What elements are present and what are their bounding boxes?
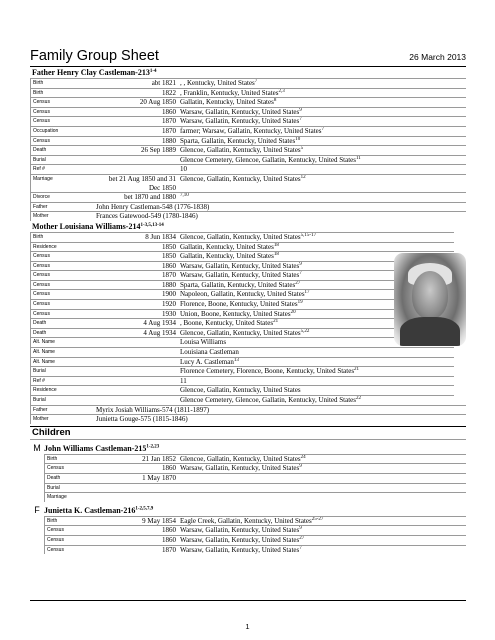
event-sources: 21 bbox=[273, 319, 279, 325]
event-type: Census bbox=[30, 309, 96, 319]
event-type: Alt. Name bbox=[30, 357, 96, 367]
event-place bbox=[180, 492, 466, 502]
footer-rule bbox=[30, 600, 466, 601]
parent-row bbox=[30, 202, 466, 212]
event-sources: 5,15-17 bbox=[300, 232, 317, 238]
event-type: Census bbox=[30, 261, 96, 271]
event-row bbox=[30, 107, 466, 117]
event-type: Census bbox=[30, 280, 96, 290]
parent-type: Mother bbox=[30, 211, 96, 221]
event-sources: 22 bbox=[355, 396, 361, 401]
children-list bbox=[30, 443, 466, 554]
event-sources: 27 bbox=[299, 535, 305, 541]
event-place: , , Kentucky, United States$^7$ bbox=[180, 78, 466, 88]
event-row bbox=[30, 242, 466, 252]
event-row bbox=[30, 164, 466, 174]
mother-sources: 1-3,5,13-14 bbox=[140, 222, 164, 228]
children-heading: Children bbox=[30, 426, 466, 440]
event-place: Glencoe Cemetery, Glencoe, Gallatin, Kentucky, United States$^{22}$ bbox=[180, 395, 454, 405]
event-date: 1860 bbox=[96, 525, 180, 535]
event-type: Alt. Name bbox=[30, 337, 96, 347]
event-place: Louisa Williams bbox=[180, 337, 454, 347]
event-sources: 7,10 bbox=[180, 193, 189, 199]
event-date: 4 Aug 1934 bbox=[96, 328, 180, 338]
event-date: 8 Jun 1834 bbox=[96, 232, 180, 242]
event-row bbox=[30, 136, 466, 146]
event-sources: 5 bbox=[300, 146, 304, 152]
event-row bbox=[30, 174, 466, 192]
event-sources: 9 bbox=[299, 107, 302, 113]
event-type: Census bbox=[30, 270, 96, 280]
event-place: Napoleon, Gallatin, Kentucky, United States$^{17}$ bbox=[180, 289, 454, 299]
event-row bbox=[30, 483, 466, 493]
event-date: 1880 bbox=[96, 136, 180, 146]
parent-row bbox=[30, 405, 466, 415]
event-row bbox=[30, 126, 466, 136]
event-place: Warsaw, Gallatin, Kentucky, United States$^9$ bbox=[180, 463, 466, 473]
event-row bbox=[30, 535, 466, 545]
event-date: 1860 bbox=[96, 261, 180, 271]
event-row bbox=[30, 232, 466, 242]
portrait-body bbox=[400, 317, 460, 346]
event-type: Death bbox=[30, 328, 96, 338]
event-sources: 18 bbox=[273, 242, 279, 248]
event-type: Birth bbox=[44, 516, 96, 526]
event-row bbox=[30, 385, 466, 395]
page-title: Family Group Sheet bbox=[30, 48, 159, 64]
event-place: , Franklin, Kentucky, United States$^{2,3}$ bbox=[180, 88, 466, 98]
event-date: 1860 bbox=[96, 463, 180, 473]
report-date: 26 March 2013 bbox=[409, 52, 466, 62]
page-header bbox=[30, 46, 466, 64]
event-type: Ref # bbox=[30, 164, 96, 174]
event-date bbox=[96, 376, 180, 386]
event-date bbox=[96, 385, 180, 395]
father-sources: 1-4 bbox=[149, 69, 157, 74]
event-type: Census bbox=[30, 289, 96, 299]
event-date: 1860 bbox=[96, 107, 180, 117]
event-place: Glencoe, Gallatin, Kentucky, United States$^5$ bbox=[180, 145, 466, 155]
father-heading bbox=[30, 67, 466, 78]
event-date bbox=[96, 483, 180, 493]
event-sources: 7 bbox=[299, 271, 302, 277]
event-row bbox=[30, 525, 466, 535]
event-date bbox=[96, 164, 180, 174]
event-date bbox=[96, 357, 180, 367]
event-sources: 18 bbox=[273, 252, 279, 258]
event-date: 1822 bbox=[96, 88, 180, 98]
event-type: Census bbox=[30, 107, 96, 117]
event-date: 1850 bbox=[96, 242, 180, 252]
event-place: Warsaw, Gallatin, Kentucky, United States$^9$ bbox=[180, 107, 466, 117]
event-type: Burial bbox=[44, 483, 96, 493]
child-sex: M bbox=[33, 443, 41, 454]
event-date: 1900 bbox=[96, 289, 180, 299]
event-place: 10 bbox=[180, 164, 466, 174]
event-row bbox=[30, 347, 466, 357]
event-sources: 7 bbox=[254, 79, 258, 84]
event-row bbox=[30, 366, 466, 376]
event-date: 20 Aug 1850 bbox=[96, 97, 180, 107]
event-type: Death bbox=[30, 318, 96, 328]
child-sources: 1-2,5,7,9 bbox=[135, 506, 154, 512]
event-place: Warsaw, Gallatin, Kentucky, United States$^7$ bbox=[180, 116, 466, 126]
event-sources: 17 bbox=[304, 290, 310, 296]
event-row bbox=[30, 357, 466, 367]
event-date bbox=[96, 155, 180, 165]
event-row bbox=[30, 192, 466, 202]
portrait-face bbox=[412, 271, 448, 319]
event-type: Residence bbox=[30, 242, 96, 252]
event-place: 11 bbox=[180, 376, 454, 386]
event-date bbox=[96, 337, 180, 347]
event-sources: 11 bbox=[355, 155, 361, 161]
event-date: bet 1870 and 1880 bbox=[96, 192, 180, 202]
parent-type: Father bbox=[30, 405, 96, 415]
event-sources: 9 bbox=[299, 526, 302, 532]
event-row bbox=[30, 155, 466, 165]
event-date bbox=[96, 347, 180, 357]
event-place: Glencoe, Gallatin, Kentucky, United States$^{24}$ bbox=[180, 454, 466, 464]
event-place bbox=[180, 483, 466, 493]
event-sources: 7 bbox=[299, 545, 302, 551]
event-date: 1870 bbox=[96, 545, 180, 555]
event-type: Census bbox=[44, 525, 96, 535]
event-date: 1 May 1870 bbox=[96, 473, 180, 483]
child-sex: F bbox=[34, 505, 40, 516]
event-sources: 9 bbox=[299, 464, 302, 470]
event-sources: 7 bbox=[321, 126, 324, 132]
event-date: 26 Sep 1889 bbox=[96, 145, 180, 155]
event-row bbox=[30, 376, 466, 386]
event-type: Birth bbox=[30, 88, 96, 98]
event-type: Marriage bbox=[44, 492, 96, 502]
event-sources: 13 bbox=[233, 357, 239, 363]
event-place: Gallatin, Kentucky, United States$^{18}$ bbox=[180, 251, 454, 261]
event-date bbox=[96, 395, 180, 405]
event-row bbox=[30, 78, 466, 88]
child-heading bbox=[30, 443, 466, 454]
event-type: Ref # bbox=[30, 376, 96, 386]
event-row bbox=[30, 145, 466, 155]
event-row bbox=[30, 473, 466, 483]
event-place: Lucy A. Castleman$^{13}$ bbox=[180, 357, 454, 367]
mother-heading bbox=[30, 221, 466, 232]
event-type: Census bbox=[30, 116, 96, 126]
parent-row bbox=[30, 414, 466, 424]
page-number: 1 bbox=[245, 622, 250, 631]
event-sources: 12 bbox=[300, 174, 306, 180]
event-place bbox=[180, 192, 466, 202]
child-name: Junietta K. Castleman-216$^{1-2,5,7,9}$ bbox=[44, 505, 154, 515]
event-place: Glencoe, Gallatin, Kentucky, United States$^{5,15-17}$ bbox=[180, 232, 454, 242]
mother-portrait-photo bbox=[394, 253, 466, 346]
event-type: Census bbox=[30, 251, 96, 261]
event-place: Florence, Boone, Kentucky, United States$^{19}$ bbox=[180, 299, 454, 309]
event-type: Census bbox=[30, 299, 96, 309]
event-place: , Boone, Kentucky, United States$^{21}$ bbox=[180, 318, 454, 328]
event-row bbox=[30, 116, 466, 126]
event-row bbox=[30, 454, 466, 464]
parent-name: John Henry Castleman-548 (1776-1838) bbox=[96, 202, 466, 212]
event-place: Glencoe, Gallatin, Kentucky, United States$^{5,22}$ bbox=[180, 328, 454, 338]
event-date: 1860 bbox=[96, 535, 180, 545]
event-date: 1870 bbox=[96, 126, 180, 136]
event-type: Census bbox=[30, 136, 96, 146]
event-sources: 19 bbox=[297, 300, 303, 306]
event-date bbox=[96, 366, 180, 376]
father-name: Henry Clay Castleman-213 bbox=[56, 68, 150, 77]
child-name: John Williams Castleman-215$^{1-2,23}$ bbox=[44, 443, 160, 453]
event-type: Burial bbox=[30, 366, 96, 376]
event-date: 1930 bbox=[96, 309, 180, 319]
event-place: Florence Cemetery, Florence, Boone, Kentucky, United States$^{21}$ bbox=[180, 366, 454, 376]
event-sources: 5,22 bbox=[300, 328, 310, 334]
event-place: Warsaw, Gallatin, Kentucky, United States$^9$ bbox=[180, 525, 466, 535]
event-place: Warsaw, Gallatin, Kentucky, United States$^7$ bbox=[180, 545, 466, 555]
event-place: Warsaw, Gallatin, Kentucky, United States$^{27}$ bbox=[180, 535, 466, 545]
event-row bbox=[30, 463, 466, 473]
event-row bbox=[30, 88, 466, 98]
event-place: Warsaw, Gallatin, Kentucky, United States$^7$ bbox=[180, 270, 454, 280]
event-type: Birth bbox=[30, 232, 96, 242]
event-date bbox=[96, 492, 180, 502]
father-label: Father bbox=[32, 68, 55, 77]
child-sources: 1-2,23 bbox=[146, 444, 160, 450]
event-type: Death bbox=[30, 145, 96, 155]
event-place: Union, Boone, Kentucky, United States$^{20}$ bbox=[180, 309, 454, 319]
event-type: Census bbox=[44, 545, 96, 555]
child-heading bbox=[30, 505, 466, 516]
event-type: Residence bbox=[30, 385, 96, 395]
event-sources: 9 bbox=[299, 261, 302, 267]
event-type: Census bbox=[44, 463, 96, 473]
event-date: 1870 bbox=[96, 116, 180, 126]
event-place: Gallatin, Kentucky, United States$^{18}$ bbox=[180, 242, 454, 252]
event-place: Louisiana Castleman bbox=[180, 347, 454, 357]
event-type: Divorce bbox=[30, 192, 96, 202]
event-date: 4 Aug 1934 bbox=[96, 318, 180, 328]
event-sources: 21 bbox=[354, 367, 360, 373]
event-sources: 2,3 bbox=[278, 88, 285, 94]
parent-row bbox=[30, 211, 466, 221]
event-date: 9 May 1854 bbox=[96, 516, 180, 526]
event-place: Warsaw, Gallatin, Kentucky, United States$^9$ bbox=[180, 261, 454, 271]
event-type: Death bbox=[44, 473, 96, 483]
event-type: Census bbox=[44, 535, 96, 545]
event-type: Census bbox=[30, 97, 96, 107]
event-place: Eagle Creek, Gallatin, Kentucky, United States$^{25-27}$ bbox=[180, 516, 466, 526]
mother-label: Mother bbox=[32, 221, 58, 231]
child-events bbox=[30, 454, 466, 502]
event-sources: 20 bbox=[290, 309, 296, 315]
event-sources: 8 bbox=[273, 98, 277, 104]
event-date: 1880 bbox=[96, 280, 180, 290]
event-row bbox=[30, 395, 466, 405]
child-events bbox=[30, 516, 466, 554]
event-date: 1920 bbox=[96, 299, 180, 309]
event-date: 21 Jan 1852 bbox=[96, 454, 180, 464]
event-type: Burial bbox=[30, 395, 96, 405]
event-sources: 27 bbox=[295, 280, 301, 286]
event-type: Burial bbox=[30, 155, 96, 165]
parent-type: Father bbox=[30, 202, 96, 212]
event-date: 1870 bbox=[96, 270, 180, 280]
father-events bbox=[30, 78, 466, 221]
event-type: Marriage bbox=[30, 174, 96, 192]
mother-name: Louisiana Williams-214 bbox=[59, 221, 141, 231]
event-place: Glencoe, Gallatin, Kentucky, United States bbox=[180, 385, 454, 395]
parent-type: Mother bbox=[30, 414, 96, 424]
event-sources: 25-27 bbox=[311, 516, 324, 522]
event-sources: 10 bbox=[295, 136, 301, 142]
event-place: farmer; Warsaw, Gallatin, Kentucky, United States$^7$ bbox=[180, 126, 466, 136]
event-place: Sparta, Gallatin, Kentucky, United States$^{10}$ bbox=[180, 136, 466, 146]
event-sources: 24 bbox=[300, 454, 306, 460]
event-type: Birth bbox=[44, 454, 96, 464]
event-place: Gallatin, Kentucky, United States$^8$ bbox=[180, 97, 466, 107]
event-date: abt 1821 bbox=[96, 78, 180, 88]
event-row bbox=[30, 97, 466, 107]
event-type: Birth bbox=[30, 78, 96, 88]
event-type: Occupation bbox=[30, 126, 96, 136]
parent-name: Frances Gatewood-549 (1780-1846) bbox=[96, 211, 466, 221]
event-place: Glencoe Cemetery, Glencoe, Gallatin, Kentucky, United States$^{11}$ bbox=[180, 155, 466, 165]
event-date: bet 21 Aug 1850 and 31 Dec 1850 bbox=[96, 174, 180, 192]
parent-name: Myrix Josiah Williams-574 (1811-1897) bbox=[96, 405, 466, 415]
event-row bbox=[30, 492, 466, 502]
parent-name: Junietta Gouge-575 (1815-1846) bbox=[96, 414, 466, 424]
event-type: Alt. Name bbox=[30, 347, 96, 357]
event-sources: 7 bbox=[299, 117, 302, 123]
event-place: Glencoe, Gallatin, Kentucky, United States$^{12}$ bbox=[180, 174, 466, 192]
event-place bbox=[180, 473, 466, 483]
event-row bbox=[30, 545, 466, 555]
event-place: Sparta, Gallatin, Kentucky, United States$^{27}$ bbox=[180, 280, 454, 290]
event-date: 1850 bbox=[96, 251, 180, 261]
event-row bbox=[30, 516, 466, 526]
